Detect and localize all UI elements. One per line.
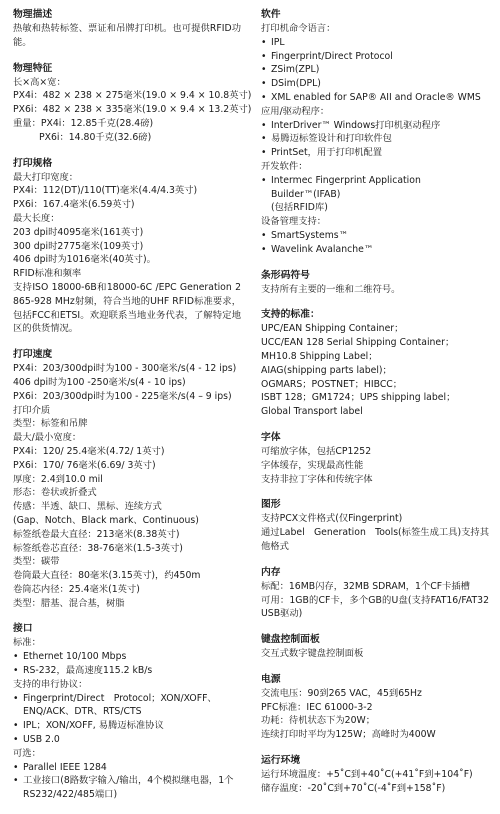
bullet-dot-icon: •: [261, 174, 267, 186]
section-heading: 字体: [261, 431, 281, 443]
spec-line: 储存温度：-20˚C到+70˚C(-4˚F到+158˚F): [261, 782, 446, 794]
bullet-item: [13, 664, 241, 678]
spec-line: MH10.8 Shipping Label；: [261, 350, 378, 362]
bullet-text: USB 2.0: [23, 734, 60, 746]
bullet-text: ZSim(ZPL): [271, 64, 320, 76]
bullet-dot-icon: •: [261, 133, 267, 145]
bullet-item: [261, 229, 489, 243]
spec-line: 可用：1GB的CF卡，多个GB的U盘(支持FAT16/FAT32 USB驱动): [261, 594, 489, 620]
section-heading: 打印速度: [13, 349, 53, 361]
spec-line: 类型：标签和吊牌: [13, 418, 88, 430]
spec-line: UCC/EAN 128 Serial Shipping Container；: [261, 337, 455, 349]
spec-line: Global Transport label: [261, 406, 363, 418]
bullet-text: IPL；XON/XOFF, 易腾迈标准协议: [23, 720, 164, 732]
bullet-text: RS-232，最高速度115.2 kB/s: [23, 665, 153, 677]
spec-line: 支持PCX文件格式(仅Fingerprint): [261, 513, 403, 525]
spec-line: 应用/驱动程序：: [261, 105, 330, 117]
spec-line: 交互式数字键盘控制面板: [261, 648, 364, 660]
bullet-item: [261, 36, 489, 50]
spec-line: 标配：16MB闪存，32MB SDRAM，1个CF卡插槽: [261, 580, 470, 592]
spec-line: 打印机命令语言：: [261, 23, 336, 34]
spec-line: 标签纸卷最大直径：213毫米(8.38英寸): [13, 528, 180, 540]
bullet-item: [261, 63, 489, 77]
left-spec-section-3: [13, 348, 241, 610]
bullet-dot-icon: •: [261, 243, 267, 255]
spec-line: 设备管理支持：: [261, 216, 327, 228]
left-spec-section-0: [13, 8, 241, 50]
left-spec-section-2: [13, 157, 241, 337]
spec-line: 卷筒芯内径：25.4毫米(1英寸): [13, 583, 140, 595]
left-column: [13, 8, 252, 814]
spec-line: 406 dpi时为100 -250毫米/s(4 - 10 ips): [13, 376, 186, 388]
bullet-text: Fingerprint/Direct Protocol；XON/XOFF、ENQ/ACK、DTR、RTS/CTS: [23, 692, 217, 718]
spec-line: 打印介质: [13, 404, 51, 416]
spec-line: 300 dpi时2775毫米(109英寸): [13, 240, 144, 252]
bullet-item: [13, 774, 241, 802]
bullet-dot-icon: •: [261, 64, 267, 76]
bullet-dot-icon: •: [13, 665, 19, 677]
spec-line: 支持非拉丁字体和传统字体: [261, 473, 373, 485]
left-spec-section-1: [13, 62, 252, 145]
spec-line: 可选：: [13, 747, 41, 759]
spec-line: PX6i：203/300dpi时为100 - 225毫米/s(4 – 9 ips): [13, 390, 232, 402]
right-column: [261, 8, 489, 808]
spec-line: PX6i：170/ 76毫米(6.69/ 3英寸): [13, 459, 156, 471]
spec-line: 长×高×宽：: [13, 76, 66, 88]
spec-line: 406 dpi时为1016毫米(40英寸)。: [13, 254, 156, 266]
spec-line: PFC标准：IEC 61000-3-2: [261, 701, 373, 713]
bullet-item: [13, 733, 241, 747]
bullet-item: [261, 77, 489, 91]
bullet-text: Ethernet 10/100 Mbps: [23, 651, 127, 663]
bullet-text: Wavelink Avalanche™: [271, 243, 374, 255]
spec-line: (包括RFID库): [271, 202, 328, 214]
spec-line: 最大长度：: [13, 212, 60, 224]
bullet-dot-icon: •: [13, 761, 19, 773]
bullet-text: 易腾迈标签设计和打印软件包: [271, 133, 392, 145]
bullet-dot-icon: •: [261, 91, 267, 103]
right-spec-section-1: [261, 269, 489, 297]
spec-line: ISBT 128；GM1724；UPS shipping label；: [261, 392, 456, 404]
spec-line: 类型：碳带: [13, 556, 60, 568]
spec-line: RFID标准和频率: [13, 268, 82, 280]
spec-line: PX4i：112(DT)/110(TT)毫米(4.4/4.3英寸): [13, 185, 198, 197]
bullet-text: DSim(DPL): [271, 78, 321, 90]
right-spec-section-7: [261, 673, 489, 742]
section-heading: 运行环境: [261, 755, 301, 767]
right-spec-section-8: [261, 754, 489, 796]
spec-line: 字体缓存，实现最高性能: [261, 459, 364, 471]
spec-line: 卷筒最大直径：80毫米(3.15英寸)，约450m: [13, 570, 201, 582]
spec-line: 连续打印时平均为125W；高峰时为400W: [261, 729, 436, 741]
bullet-dot-icon: •: [13, 775, 19, 787]
section-heading: 条形码符号: [261, 269, 310, 281]
bullet-item: [261, 146, 489, 160]
spec-line: 203 dpi时4095毫米(161英寸): [13, 226, 144, 238]
spec-line: 通过Label Generation Tools(标签生成工具)支持其他格式: [261, 527, 489, 552]
bullet-dot-icon: •: [261, 50, 267, 62]
spec-line: 最大打印宽度：: [13, 171, 79, 183]
bullet-item: [261, 50, 489, 64]
section-heading: 接口: [13, 623, 33, 635]
spec-line: 厚度：2.4到10.0 mil: [13, 473, 103, 485]
section-heading: 物理描述: [13, 9, 53, 20]
spec-line: 标准：: [13, 637, 41, 649]
spec-line: 运行环境温度：+5˚C到+40˚C(+41˚F到+104˚F): [261, 769, 473, 781]
bullet-item: [261, 119, 489, 133]
left-spec-section-4: [13, 622, 241, 802]
spec-line: PX4i：203/300dpi时为100 - 300毫米/s(4 - 12 ips): [13, 363, 237, 375]
spec-line: UPC/EAN Shipping Container；: [261, 323, 404, 335]
spec-line: 传感：半透、缺口、黑标、连续方式: [13, 501, 162, 513]
bullet-item: [261, 132, 489, 146]
spec-line: PX6i：482 × 238 × 335毫米(19.0 × 9.4 × 13.2英寸): [13, 104, 252, 116]
spec-line: PX6i：167.4毫米(6.59英寸): [13, 199, 135, 211]
spec-line: (Gap、Notch、Black mark、Continuous): [13, 514, 199, 526]
spec-line: 开发软件：: [261, 160, 308, 172]
right-spec-section-6: [261, 633, 489, 661]
spec-line: 支持ISO 18000-6B和18000-6C /EPC Generation 2 865-928 MHz射频，符合当地的UHF RFID标准要求，包括FCC和ETSI。欢迎联系当地业务代表，了解特定地区的供货情况。: [13, 281, 241, 335]
bullet-dot-icon: •: [261, 229, 267, 241]
right-spec-section-4: [261, 498, 489, 553]
section-heading: 键盘控制面板: [261, 634, 320, 646]
section-heading: 物理特征: [13, 62, 53, 74]
right-spec-section-2: [261, 308, 489, 419]
section-heading: 图形: [261, 499, 281, 511]
bullet-dot-icon: •: [261, 78, 267, 90]
bullet-text: Parallel IEEE 1284: [23, 761, 107, 773]
bullet-item: [261, 174, 489, 202]
bullet-dot-icon: •: [261, 119, 267, 131]
spec-line: 可缩放字体，包括CP1252: [261, 445, 372, 457]
spec-line: PX4i：120/ 25.4毫米(4.72/ 1英寸): [13, 445, 165, 457]
bullet-text: InterDriver™ Windows打印机驱动程序: [271, 119, 441, 131]
spec-line: 支持所有主要的一维和二维符号。: [261, 283, 401, 295]
bullet-text: Fingerprint/Direct Protocol: [271, 50, 393, 62]
spec-line: 最大/最小宽度：: [13, 432, 82, 444]
bullet-item: [13, 761, 241, 775]
section-heading: 电源: [261, 673, 281, 685]
section-heading: 内存: [261, 566, 281, 578]
spec-line: 功耗：待机状态下为20W；: [261, 715, 375, 727]
spec-line: 类型：腊基、混合基，树脂: [13, 597, 125, 609]
bullet-item: [261, 91, 489, 105]
right-spec-section-5: [261, 566, 489, 621]
bullet-item: [13, 692, 241, 720]
bullet-dot-icon: •: [261, 36, 267, 48]
right-spec-section-3: [261, 431, 489, 486]
bullet-dot-icon: •: [13, 734, 19, 746]
spec-line: PX4i：482 × 238 × 275毫米(19.0 × 9.4 × 10.8英寸): [13, 90, 252, 102]
bullet-item: [13, 719, 241, 733]
bullet-item: [13, 650, 241, 664]
spec-line: 交流电压：90到265 VAC，45到65Hz: [261, 687, 422, 699]
spec-line: 标签纸卷芯直径：38-76毫米(1.5-3英寸): [13, 542, 183, 554]
section-heading: 支持的标准：: [261, 309, 320, 321]
bullet-item: [261, 243, 489, 257]
bullet-dot-icon: •: [13, 692, 19, 704]
bullet-text: PrintSet，用于打印机配置: [271, 147, 383, 159]
bullet-text: Intermec Fingerprint Application Builder™(IFAB): [271, 174, 421, 200]
bullet-text: SmartSystems™: [271, 229, 348, 241]
bullet-dot-icon: •: [13, 651, 19, 663]
spec-line: 支持的串行协议：: [13, 678, 88, 690]
bullet-text: XML enabled for SAP® AII and Oracle® WMS: [271, 91, 481, 103]
spec-line: 热敏和热转标签、票证和吊牌打印机。也可提供RFID功能。: [13, 23, 241, 48]
spec-line: PX6i：14.80千克(32.6磅): [39, 131, 152, 143]
spec-line: OGMARS；POSTNET；HIBCC；: [261, 378, 403, 390]
bullet-text: 工业接口(8路数字输入/输出，4个模拟继电器，1个RS232/422/485端口): [23, 775, 234, 801]
spec-line: 重量：PX4i：12.85千克(28.4磅): [13, 117, 154, 129]
section-heading: 软件: [261, 9, 281, 20]
spec-line: AIAG(shipping parts label)；: [261, 364, 392, 376]
bullet-dot-icon: •: [261, 147, 267, 159]
spec-line: 形态：卷状或折叠式: [13, 487, 97, 499]
right-spec-section-0: [261, 8, 489, 257]
section-heading: 打印规格: [13, 157, 53, 169]
bullet-dot-icon: •: [13, 720, 19, 732]
bullet-text: IPL: [271, 36, 285, 48]
